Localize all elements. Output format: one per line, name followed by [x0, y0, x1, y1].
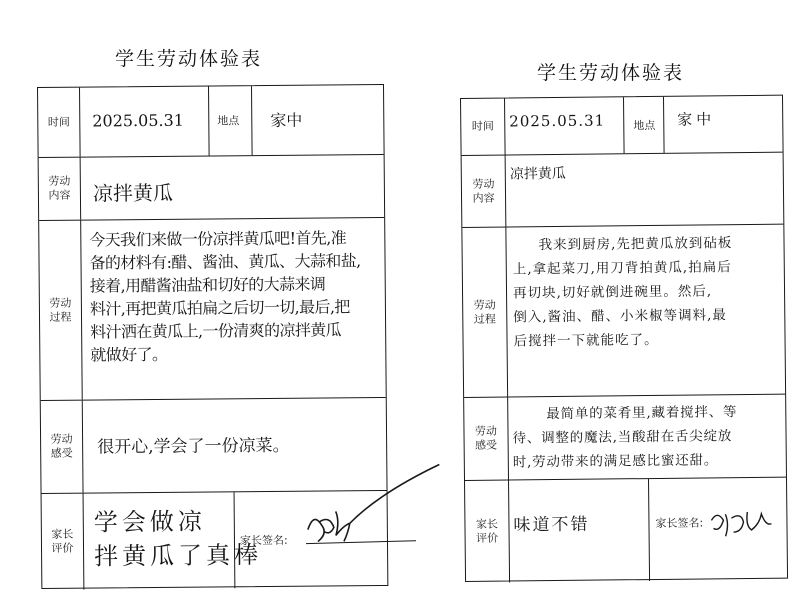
divider	[648, 479, 650, 581]
content-row	[462, 153, 784, 228]
place-label: 地点	[633, 118, 656, 133]
time-place-row	[38, 85, 384, 158]
parent-sign-label: 家长签名:	[655, 516, 704, 530]
content-label: 劳动 内容	[39, 158, 82, 220]
feeling-label: 劳动 感受	[41, 401, 84, 493]
parent-signature	[707, 499, 798, 550]
parent-eval-label: 家长 评价	[465, 481, 510, 583]
divider	[251, 86, 253, 155]
process-text: 我来到厨房,先把黄瓜放到砧板 上,拿起菜刀,用刀背拍黄瓜,拍扁后 再切块,切好就倒进碗里。然后, 倒入,酱油、醋、小米椒等调料,最 后搅拌一下就能吃了。	[512, 235, 733, 350]
feeling-text: 很开心,学会了一份凉菜。	[97, 435, 290, 458]
parent-eval-text: 学会做凉 拌黄瓜了真棒	[93, 507, 263, 571]
content-row	[39, 155, 385, 221]
feeling-row	[41, 398, 387, 494]
parent-sign-label: 家长签名:	[239, 533, 288, 548]
content-value: 凉拌黄瓜	[92, 180, 174, 206]
form-title: 学生劳动体验表	[115, 48, 263, 70]
parent-eval-label: 家长 评价	[42, 494, 85, 590]
time-label: 时间	[461, 99, 506, 155]
process-row	[462, 225, 785, 398]
place-value: 家中	[270, 110, 303, 130]
place-label: 地点	[217, 114, 240, 128]
process-text: 今天我们来做一份凉拌黄瓜吧!首先,准 备的材料有:醋、酱油、黄瓜、大蒜和盐, 接着,用醋酱油盐和切好的大蒜来调 料汁,再把黄瓜拍扁之后切一切,最后,把 料汁洒在黄瓜上,一份清爽的凉拌黄瓜 就做好了。	[89, 228, 361, 365]
form-title: 学生劳动体验表	[537, 62, 685, 84]
process-label: 劳动 过程	[462, 228, 508, 397]
parent-eval-row	[465, 478, 787, 583]
labor-form-right	[460, 95, 788, 582]
content-value: 凉拌黄瓜	[509, 165, 566, 183]
divider	[663, 97, 665, 153]
parent-eval-text: 味道不错	[513, 514, 590, 536]
feeling-text: 最简单的菜肴里,藏着搅拌、等 待、调整的魔法,当酸甜在舌尖绽放 时,劳动带来的满足感比蜜还甜。	[512, 404, 738, 471]
process-row	[39, 218, 386, 401]
labor-form-left	[37, 84, 388, 589]
process-label: 劳动 过程	[39, 221, 83, 400]
time-value: 2025.05.31	[509, 111, 606, 131]
time-label: 时间	[38, 88, 81, 157]
feeling-label: 劳动 感受	[464, 398, 509, 480]
time-value: 2025.05.31	[92, 110, 184, 131]
parent-eval-row	[42, 491, 388, 590]
divider	[208, 86, 210, 155]
divider	[623, 97, 625, 153]
place-value: 家中	[677, 110, 716, 129]
feeling-row	[464, 395, 786, 481]
parent-signature	[283, 480, 444, 561]
time-place-row	[461, 96, 783, 156]
content-label: 劳动 内容	[462, 156, 507, 227]
